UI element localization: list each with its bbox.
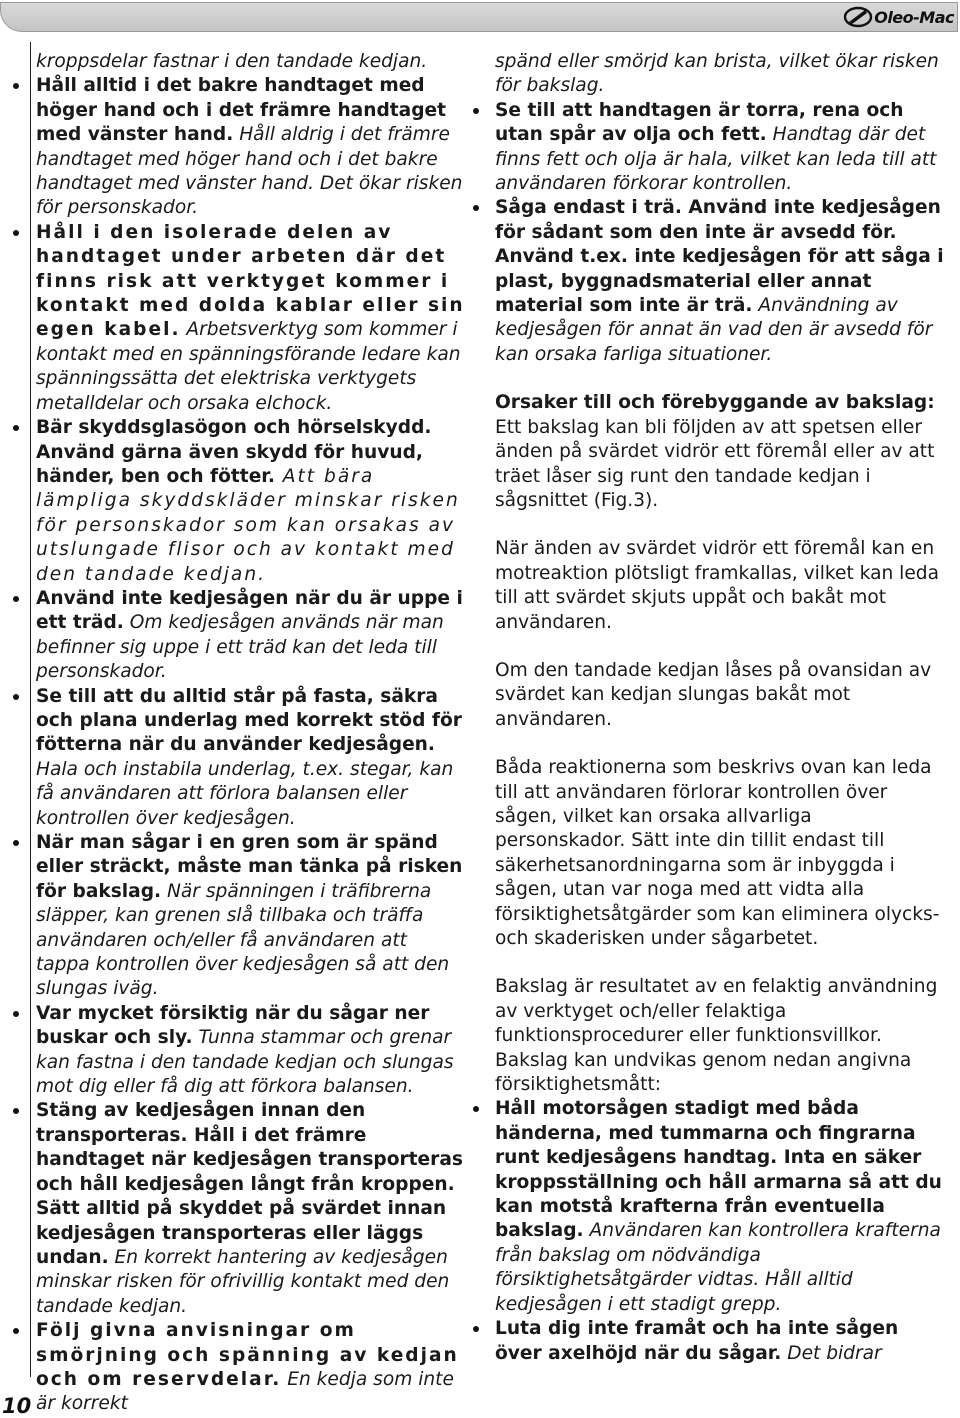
item-text: Tunna stammar och grenar kan fastna i den tandade kedjan och slungas mot dig eller få dig att förkora balansen. bbox=[36, 1027, 454, 1098]
item-bold: Håll alltid i det bakre handtaget med höger hand och i det främre handtaget med vänster hand. bbox=[36, 75, 447, 146]
item-text: Användning av kedjesågen för annat än vad den är avsedd för kan orsaka farliga situationer. bbox=[495, 295, 933, 365]
item-bold: Håll i den isolerade delen av handtaget under arbeten där det finns risk att verktyget kommer i kontakt med dolda kablar eller sin egen kabel. bbox=[36, 221, 465, 341]
list-item bbox=[36, 831, 466, 1002]
list-item bbox=[495, 99, 947, 197]
list-item bbox=[36, 221, 466, 416]
item-bold: Stäng av kedjesågen innan den transporteras. Håll i det främre handtaget när kedjesågen transporteras och håll kedjesågen långt från kroppen. Sätt alltid på skyddet på svärdet innan kedjesågen transporteras eller läggs undan. bbox=[36, 1100, 463, 1268]
item-bold: Se till att du alltid står på fasta, säkra och plana underlag med korrekt stöd för fötterna när du använder kedjesågen. bbox=[36, 685, 462, 756]
item-text: Om kedjesågen används när man befinner sig uppe i ett träd kan det leda till personskador. bbox=[36, 612, 444, 683]
item-bold: Luta dig inte framåt och ha inte sågen över axelhöjd när du sågar. bbox=[495, 1318, 899, 1364]
oleo-mac-logo-mark-icon bbox=[843, 6, 873, 28]
right-bullet-list bbox=[495, 99, 947, 367]
column-rule bbox=[30, 42, 31, 1377]
list-item bbox=[495, 1317, 947, 1366]
item-text: Handtag där det finns fett och olja är hala, vilket kan leda till att användaren förkorar kontrollen. bbox=[495, 124, 937, 195]
left-intro: kroppsdelar fastnar i den tandade kedjan. bbox=[36, 51, 428, 72]
item-text: Det bidrar bbox=[781, 1342, 882, 1364]
right-intro: spänd eller smörjd kan brista, vilket ökar risken för bakslag. bbox=[495, 51, 939, 97]
logo-wordmark: Oleo-Mac bbox=[874, 7, 954, 27]
paragraph: När änden av svärdet vidrör ett föremål kan en motreaktion plötsligt framkallas, vilket kan leda till att svärdet skjuts uppåt och bakåt mot användaren. bbox=[495, 538, 939, 633]
right-bullet-list-2 bbox=[495, 1097, 947, 1365]
paragraph: Ett bakslag kan bli följden av att spetsen eller änden på svärdet vidrör ett föremål eller av att träet låser sig runt den tandade kedjan i sågsnittet (Fig.3). bbox=[495, 416, 935, 511]
list-item bbox=[36, 74, 466, 220]
brand-logo bbox=[843, 3, 954, 31]
left-bullet-list bbox=[36, 74, 466, 1416]
paragraph: Om den tandade kedjan låses på ovansidan av svärdet kan kedjan slungas bakåt mot användaren. bbox=[495, 659, 932, 730]
list-item bbox=[36, 1099, 466, 1319]
list-item bbox=[36, 1002, 466, 1100]
item-text: Att bära lämpliga skyddskläder minskar risken för personskador som kan orsakas av utslungade flisor och av kontakt med den tandade kedjan. bbox=[36, 465, 460, 585]
item-text: Arbetsverktyg som kommer i kontakt med en spänningsförande ledare kan spänningssätta det elektriska verktygets metalldelar och orsaka elchock. bbox=[36, 319, 461, 414]
list-item bbox=[36, 1319, 466, 1417]
item-bold: Var mycket försiktig när du sågar ner buskar och sly. bbox=[36, 1002, 430, 1049]
item-bold: Följ givna anvisningar om smörjning och spänning av kedjan och om reservdelar. bbox=[36, 1320, 459, 1390]
list-item bbox=[36, 685, 466, 831]
section-heading: Orsaker till och förebyggande av bakslag: bbox=[495, 392, 935, 414]
paragraph: Bakslag är resultatet av en felaktig användning av verktyget och/eller felaktiga funktionsprocedurer eller funktionsvillkor. Bakslag kan undvikas genom nedan angivna försiktighetsmått: bbox=[495, 976, 938, 1096]
item-bold: När man sågar i en gren som är spänd eller sträckt, måste man tänka på risken för bakslag. bbox=[36, 832, 463, 902]
page-number: 10 bbox=[2, 1394, 32, 1418]
item-text: En kedja som inte är korrekt bbox=[36, 1368, 454, 1415]
header-band bbox=[0, 2, 958, 32]
item-bold: Bär skyddsglasögon och hörselskydd. Använd gärna även skydd för huvud, händer, ben och fötter. bbox=[36, 417, 432, 487]
item-bold: Håll motorsågen stadigt med båda händerna, med tummarna och fingrarna runt kedjesågens handtag. Inta en säker kroppsställning och håll armarna så att du kan motstå krafterna från eventuella bakslag. bbox=[495, 1098, 942, 1242]
item-text: Användaren kan kontrollera krafterna från bakslag om nödvändiga försiktighetsåtgärder vidtas. Håll alltid kedjesågen i ett stadigt grepp. bbox=[495, 1220, 941, 1315]
list-item bbox=[36, 416, 466, 587]
list-item bbox=[495, 196, 947, 367]
paragraph: Båda reaktionerna som beskrivs ovan kan leda till att användaren förlorar kontrollen över sågen, vilket kan orsaka allvarliga personskador. Sätt inte din tillit endast till säkerhetsanordningarna som är inbyggda i sågen, utan var noga med att vidta alla försiktighetsåtgärder som kan eliminera olycks- och skaderisken under sågarbetet. bbox=[495, 757, 940, 949]
right-column bbox=[495, 50, 947, 1366]
item-bold: Såga endast i trä. Använd inte kedjesågen för sådant som den inte är avsedd för. Använd t.ex. inte kedjesågen för att såga i plast, byggnadsmaterial eller annat material som inte är trä. bbox=[495, 197, 944, 317]
page-header bbox=[0, 2, 960, 32]
item-text: En korrekt hantering av kedjesågen minskar risken för ofrivillig kontakt med den tandade kedjan. bbox=[36, 1246, 450, 1317]
item-text: Håll aldrig i det främre handtaget med höger hand och i det bakre handtaget med vänster hand. Det ökar risken för personskador. bbox=[36, 124, 463, 219]
item-text: Hala och instabila underlag, t.ex. stegar, kan få användaren att förlora balansen eller kontrollen över kedjesågen. bbox=[36, 758, 454, 829]
list-item bbox=[495, 1097, 947, 1317]
item-bold: Använd inte kedjesågen när du är uppe i ett träd. bbox=[36, 587, 463, 634]
list-item bbox=[36, 587, 466, 685]
left-column bbox=[36, 50, 466, 1417]
item-bold: Se till att handtagen är torra, rena och utan spår av olja och fett. bbox=[495, 99, 904, 146]
item-text: När spänningen i träfibrerna släpper, kan grenen slå tillbaka och träffa användaren och/eller få användaren att tappa kontrollen över kedjesågen så att den slungas iväg. bbox=[36, 880, 450, 1000]
